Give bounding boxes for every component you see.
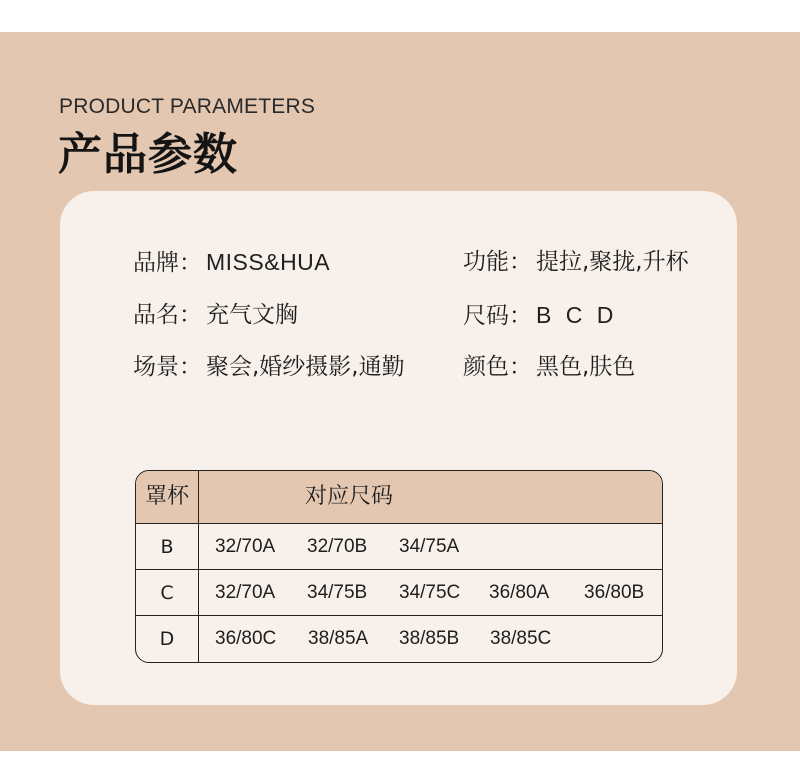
param-scene-value: 聚会,婚纱摄影,通勤 <box>206 354 405 380</box>
size-cell: 38/85A <box>308 628 369 649</box>
size-cell: 32/70A <box>215 582 276 603</box>
size-cell: 34/75A <box>399 536 460 557</box>
size-cell: 38/85C <box>490 628 552 649</box>
size-cell: 34/75B <box>307 582 368 603</box>
param-brand-label: 品牌 <box>133 250 179 276</box>
table-header <box>136 471 662 524</box>
param-size-label: 尺码 <box>463 303 509 329</box>
row-cup: D <box>159 628 175 650</box>
size-cell: 36/80C <box>215 628 277 649</box>
param-function-label: 功能 <box>463 249 509 275</box>
param-color-value: 黑色,肤色 <box>536 354 636 380</box>
param-function-value: 提拉,聚拢,升杯 <box>536 249 689 275</box>
size-cell: 32/70A <box>215 536 276 557</box>
section-title-cn: 产品参数 <box>58 129 238 180</box>
param-scene-sep: ： <box>179 354 202 380</box>
row-cup: C <box>160 582 174 604</box>
param-name-label: 品名 <box>133 302 179 328</box>
param-brand <box>133 246 330 279</box>
param-brand-sep: ： <box>179 250 202 276</box>
size-cell: 36/80A <box>489 582 550 603</box>
param-function <box>463 246 689 278</box>
header-cup: 罩杯 <box>144 484 189 509</box>
table-row <box>136 524 662 570</box>
param-size-sep: ： <box>509 303 532 329</box>
section-title-en: PRODUCT PARAMETERS <box>59 95 316 118</box>
param-scene <box>133 351 405 383</box>
header-size: 对应尺码 <box>304 484 393 509</box>
table-row <box>136 616 662 662</box>
param-function-sep: ： <box>509 249 532 275</box>
size-table <box>135 470 663 663</box>
param-color <box>463 351 635 383</box>
table-row <box>136 570 662 616</box>
param-color-sep: ： <box>509 354 532 380</box>
param-brand-value: MISS&HUA <box>206 249 331 275</box>
size-cell: 36/80B <box>584 582 645 603</box>
param-color-label: 颜色 <box>463 354 509 380</box>
param-scene-label: 场景 <box>133 354 179 380</box>
size-cell: 38/85B <box>399 628 460 649</box>
param-name-value: 充气文胸 <box>206 302 298 328</box>
param-name-sep: ： <box>179 302 202 328</box>
param-name <box>133 299 298 331</box>
row-cup: B <box>160 536 174 558</box>
column-divider <box>198 471 199 662</box>
param-size-value: B C D <box>536 302 618 328</box>
size-cell: 32/70B <box>307 536 368 557</box>
param-size <box>463 299 617 332</box>
size-cell: 34/75C <box>399 582 461 603</box>
